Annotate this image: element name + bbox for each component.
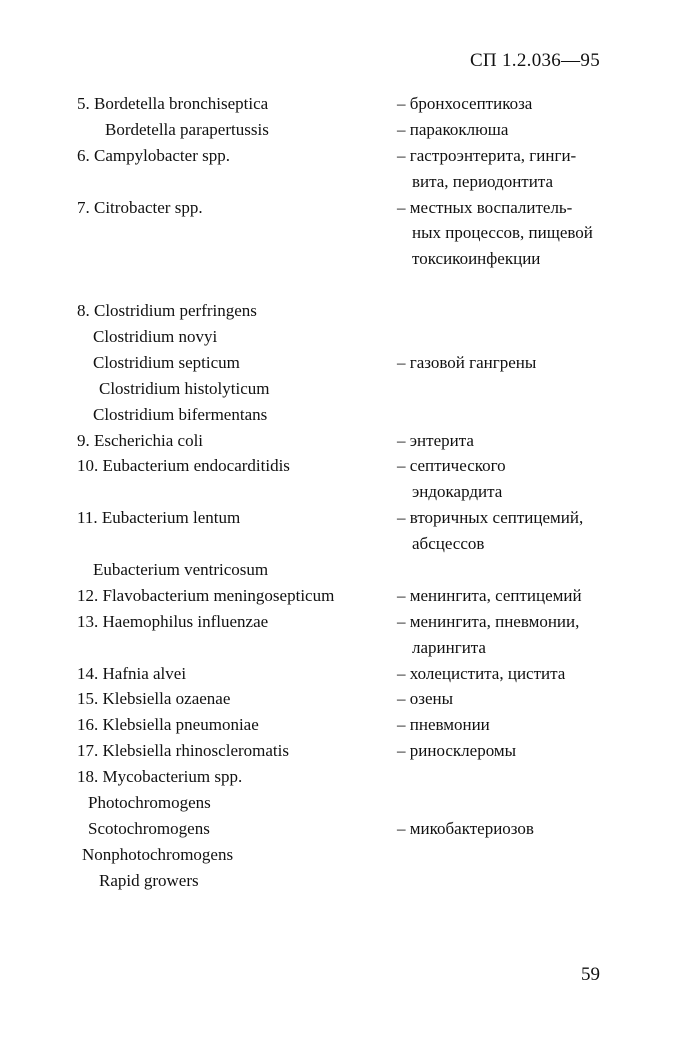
organism-name: Nonphotochromogens	[82, 844, 234, 864]
disease-name-continuation: токсикоинфекции	[412, 249, 541, 269]
list-row	[0, 350, 700, 376]
organism-name: Clostridium septicum	[93, 352, 240, 372]
list-row	[0, 195, 700, 221]
organism-name: Scotochromogens	[88, 818, 210, 838]
organism-name: Clostridium novyi	[93, 327, 218, 347]
list-row	[0, 816, 700, 842]
list-row	[0, 842, 700, 868]
organism-name: 6. Campylobacter spp.	[77, 145, 230, 165]
list-row	[0, 376, 700, 402]
organism-name: 13. Haemophilus influenzae	[77, 611, 269, 631]
list-row	[0, 686, 700, 712]
organism-name: Bordetella parapertussis	[105, 119, 269, 139]
organism-name: Eubacterium ventricosum	[93, 560, 269, 580]
organism-name: 16. Klebsiella pneumoniae	[77, 715, 259, 735]
disease-name: – местных воспалитель-	[397, 197, 573, 217]
disease-name: – менингита, септицемий	[397, 585, 582, 605]
organism-name: Photochromogens	[88, 793, 211, 813]
list-row	[0, 298, 700, 324]
disease-name: – гастроэнтерита, гинги-	[397, 145, 577, 165]
list-row	[0, 738, 700, 764]
list-row	[0, 272, 700, 298]
list-row	[0, 790, 700, 816]
document-code-header: СП 1.2.036—95	[469, 50, 600, 71]
list-row	[0, 117, 700, 143]
disease-name: – энтерита	[397, 430, 474, 450]
list-row	[0, 220, 700, 246]
organism-name: Clostridium bifermentans	[93, 404, 268, 424]
organism-name: 17. Klebsiella rhinoscleromatis	[77, 741, 289, 761]
organism-name: 8. Clostridium perfringens	[77, 301, 257, 321]
disease-name-continuation: абсцессов	[412, 534, 485, 554]
list-row	[0, 635, 700, 661]
organism-name: 10. Eubacterium endocarditidis	[77, 456, 290, 476]
list-row	[0, 91, 700, 117]
disease-name-continuation: вита, периодонтита	[412, 171, 554, 191]
organism-name: 15. Klebsiella ozaenae	[77, 689, 231, 709]
page-number: 59	[581, 964, 600, 985]
list-row	[0, 479, 700, 505]
organism-name: 9. Escherichia coli	[77, 430, 204, 450]
disease-name-continuation: ных процессов, пищевой	[412, 223, 593, 243]
list-row	[0, 324, 700, 350]
organism-name: 12. Flavobacterium meningosepticum	[77, 585, 335, 605]
disease-name: – паракоклюша	[397, 119, 509, 139]
disease-name: – микобактериозов	[397, 818, 534, 838]
list-row	[0, 583, 700, 609]
organism-name: 11. Eubacterium lentum	[77, 508, 241, 528]
list-row	[0, 402, 700, 428]
list-row	[0, 169, 700, 195]
disease-name: – пневмонии	[397, 715, 490, 735]
disease-name: – вторичных септицемий,	[397, 508, 584, 528]
disease-name: – риносклеромы	[397, 741, 517, 761]
disease-name: – бронхосептикоза	[397, 94, 533, 113]
organism-name: 5. Bordetella bronchiseptica	[77, 94, 269, 113]
list-row	[0, 557, 700, 583]
list-row	[0, 868, 700, 894]
disease-name: – холецистита, цистита	[397, 663, 566, 683]
disease-name: – менингита, пневмонии,	[397, 611, 580, 631]
disease-name-continuation: эндокардита	[412, 482, 503, 502]
disease-name: – озены	[397, 689, 454, 709]
list-row	[0, 661, 700, 687]
disease-name: – газовой гангрены	[397, 352, 537, 372]
list-row	[0, 609, 700, 635]
disease-name: – септического	[397, 456, 506, 476]
list-row	[0, 453, 700, 479]
organism-name: 18. Mycobacterium spp.	[77, 767, 243, 787]
list-row	[0, 712, 700, 738]
list-row	[0, 246, 700, 272]
organism-name: 7. Citrobacter spp.	[77, 197, 203, 217]
list-row	[0, 428, 700, 454]
pathogen-disease-list	[0, 91, 700, 894]
organism-name: Clostridium histolyticum	[99, 378, 270, 398]
organism-name: 14. Hafnia alvei	[77, 663, 187, 683]
list-row	[0, 505, 700, 531]
organism-name: Rapid growers	[99, 870, 199, 890]
list-row	[0, 531, 700, 557]
list-row	[0, 764, 700, 790]
list-row	[0, 143, 700, 169]
disease-name-continuation: ларингита	[412, 637, 486, 657]
